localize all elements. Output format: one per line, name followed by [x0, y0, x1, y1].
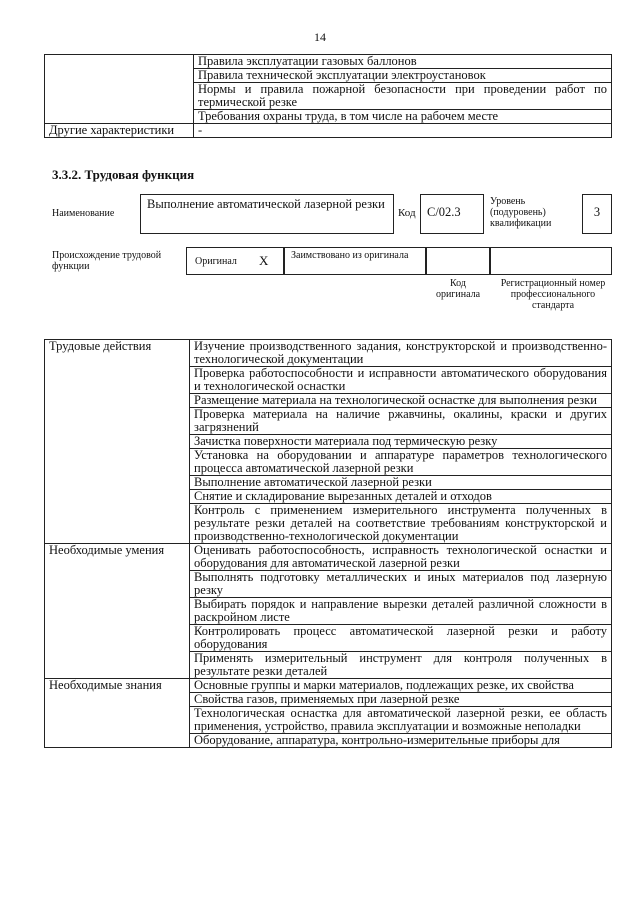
table-label-cell: Другие характеристики [45, 124, 194, 138]
table-cell: Основные группы и марки материалов, подлежащих резке, их свойства [190, 679, 612, 693]
table-cell: Применять измерительный инструмент для контроля полученных в результате резки деталей [190, 652, 612, 679]
table-cell: Требования охраны труда, в том числе на рабочем месте [194, 110, 612, 124]
group-label-skills: Необходимые умения [45, 544, 190, 679]
reg-number-box [490, 247, 612, 275]
table-label-cell [45, 55, 194, 124]
page-number: 14 [314, 30, 326, 44]
table-cell: - [194, 124, 612, 138]
table-cell: Выполнение автоматической лазерной резки [190, 476, 612, 490]
table-cell: Зачистка поверхности материала под термическую резку [190, 435, 612, 449]
table-cell: Контролировать процесс автоматической лазерной резки и работу оборудования [190, 625, 612, 652]
original-box [186, 247, 284, 275]
original-mark: X [259, 253, 269, 268]
table-cell: Правила технической эксплуатации электроустановок [194, 69, 612, 83]
borrowed-box [284, 247, 426, 275]
group-label-knowledge: Необходимые знания [45, 679, 190, 748]
table-cell: Контроль с применением измерительного инструмента полученных в результате резки деталей на соответствие требованиям конструкторской и производственно-технологической документации [190, 504, 612, 544]
table-cell: Изучение производственного задания, конструкторской и производственно-технологической документации [190, 340, 612, 367]
code-original-label: Код оригинала [435, 278, 481, 300]
name-box [140, 194, 394, 234]
continuation-table [44, 54, 612, 138]
function-table [44, 339, 612, 748]
table-cell: Технологическая оснастка для автоматической лазерной резки, ее область применения, устройство, правила эксплуатации и возможные неполадки [190, 707, 612, 734]
table-cell: Проверка материала на наличие ржавчины, окалины, краски и других загрязнений [190, 408, 612, 435]
table-cell: Снятие и складирование вырезанных деталей и отходов [190, 490, 612, 504]
name-value: Выполнение автоматической лазерной резки [147, 197, 385, 211]
table-cell: Оценивать работоспособность, исправность технологической оснастки и оборудования для автоматической лазерной резки [190, 544, 612, 571]
code-label: Код [398, 207, 416, 219]
table-cell: Выполнять подготовку металлических и иных материалов под лазерную резку [190, 571, 612, 598]
table-cell: Свойства газов, применяемых при лазерной резке [190, 693, 612, 707]
table-cell: Установка на оборудовании и аппаратуре параметров технологического процесса автоматической лазерной резки [190, 449, 612, 476]
code-box [420, 194, 484, 234]
original-label: Оригинал [195, 256, 237, 267]
code-value: С/02.3 [427, 205, 461, 219]
table-cell: Оборудование, аппаратура, контрольно-измерительные приборы для [190, 734, 612, 748]
reg-number-label: Регистрационный номер профессионального стандарта [500, 278, 606, 311]
borrowed-label: Заимствовано из оригинала [291, 250, 409, 261]
origin-label: Происхождение трудовой функции [52, 250, 162, 272]
level-label: Уровень (подуровень) квалификации [490, 196, 552, 229]
level-value: 3 [593, 205, 601, 219]
table-cell: Проверка работоспособности и исправности автоматического оборудования и технологической оснастки [190, 367, 612, 394]
table-cell: Размещение материала на технологической оснастке для выполнения резки [190, 394, 612, 408]
level-box [582, 194, 612, 234]
table-cell: Правила эксплуатации газовых баллонов [194, 55, 612, 69]
code-original-box [426, 247, 490, 275]
section-title: 3.3.2. Трудовая функция [52, 167, 195, 182]
table-cell: Выбирать порядок и направление вырезки деталей различной сложности в раскройном листе [190, 598, 612, 625]
group-label-actions: Трудовые действия [45, 340, 190, 544]
name-label: Наименование [52, 208, 115, 219]
table-cell: Нормы и правила пожарной безопасности при проведении работ по термической резке [194, 83, 612, 110]
